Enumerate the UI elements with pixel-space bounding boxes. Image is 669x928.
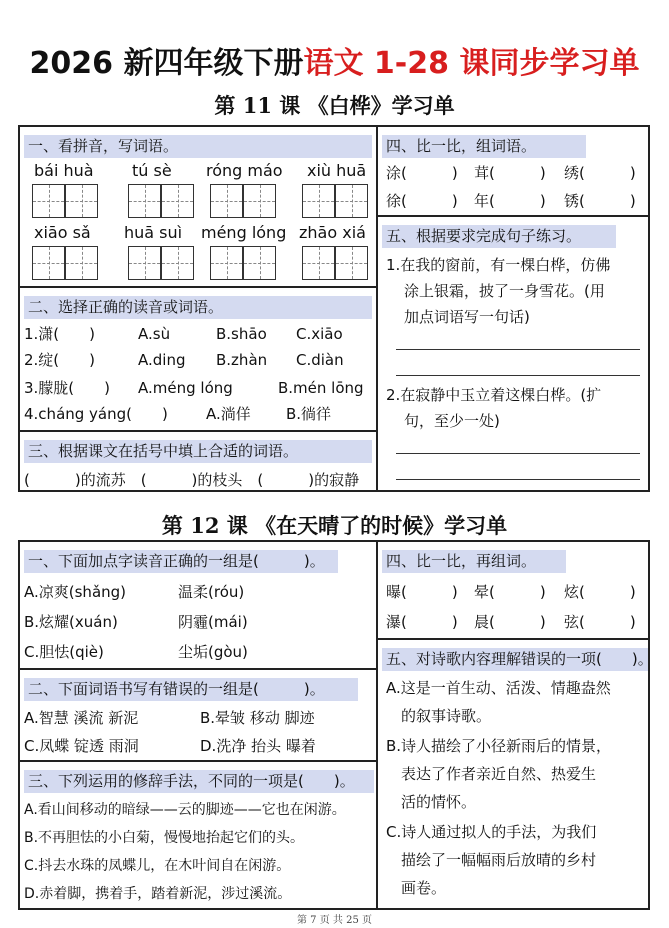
l11-section-5 [376, 215, 650, 492]
section-heading: 二、下面词语书写有错误的一组是( )。 [24, 678, 358, 701]
option: D.洗净 抬头 曝着 [200, 737, 316, 755]
option: B.炫耀(xuán) [24, 613, 118, 631]
option: 画卷。 [386, 879, 447, 897]
writing-box[interactable] [210, 184, 276, 218]
l11-section-4 [376, 125, 650, 217]
option: C.诗人通过拟人的手法，为我们 [386, 823, 597, 841]
question-text: 1.在我的窗前，有一棵白桦，仿佛 [386, 256, 611, 274]
section-heading: 四、比一比，再组词。 [382, 550, 566, 573]
question-text: 句，至少一处) [404, 412, 500, 430]
l11-section-3 [18, 430, 378, 492]
compare-item: 晨( ) [474, 613, 546, 631]
option: C.xiāo [296, 325, 343, 343]
section-heading: 一、看拼音，写词语。 [24, 135, 372, 158]
option: C.diàn [296, 351, 344, 369]
question-text: 2.在寂静中玉立着这棵白桦。(扩 [386, 386, 602, 404]
option: C.胆怯(qiè) [24, 643, 104, 661]
answer-line[interactable] [396, 453, 640, 454]
compare-item: 曝( ) [386, 583, 458, 601]
writing-box[interactable] [210, 246, 276, 280]
writing-box[interactable] [32, 246, 98, 280]
l12-section-5 [376, 638, 653, 910]
writing-box[interactable] [302, 184, 368, 218]
section-heading: 五、对诗歌内容理解错误的一项( )。 [382, 648, 648, 671]
l12-section-1 [18, 540, 378, 670]
option: 表达了作者亲近自然、热爱生 [386, 765, 597, 783]
answer-line[interactable] [396, 479, 640, 480]
l12-section-2 [18, 668, 378, 762]
pinyin: zhāo xiá [299, 223, 366, 242]
compare-item: 锈( ) [564, 192, 636, 210]
option: A.淌佯 [206, 405, 251, 423]
pinyin: méng lóng [201, 223, 287, 242]
option: B.诗人描绘了小径新雨后的情景， [386, 737, 612, 755]
section-heading: 三、根据课文在括号中填上合适的词语。 [24, 440, 372, 463]
fill-blank-line: ( )的流苏 ( )的枝头 ( )的寂静 [24, 471, 360, 489]
option: 尘垢(gòu) [178, 643, 248, 661]
section-heading: 五、根据要求完成句子练习。 [382, 225, 616, 248]
answer-line[interactable] [396, 375, 640, 376]
l12-section-3 [18, 760, 378, 910]
option: 描绘了一幅幅雨后放晴的乡村 [386, 851, 597, 869]
answer-line[interactable] [396, 349, 640, 350]
section-heading: 一、下面加点字读音正确的一组是( )。 [24, 550, 338, 573]
pinyin: huā suì [124, 223, 183, 242]
writing-box[interactable] [32, 184, 98, 218]
lesson-12-title: 第 12 课 《在天晴了的时候》学习单 [161, 513, 508, 538]
compare-item: 涂( ) [386, 164, 458, 182]
writing-box[interactable] [128, 184, 194, 218]
compare-item: 徐( ) [386, 192, 458, 210]
pinyin: xiāo sǎ [34, 223, 91, 242]
question-label: 2.绽( ) [24, 351, 96, 369]
option: 活的情怀。 [386, 793, 477, 811]
writing-box[interactable] [302, 246, 368, 280]
l11-section-2 [18, 286, 378, 432]
pinyin: bái huà [34, 161, 94, 180]
option: B.shāo [216, 325, 267, 343]
option: C.抖去水珠的凤蝶儿，在木叶间自在闲游。 [24, 858, 291, 874]
option: A.méng lóng [138, 379, 233, 397]
option: A.看山间移动的暗绿——云的脚迹——它也在闲游。 [24, 802, 346, 818]
question-text: 加点词语写一句话) [404, 308, 530, 326]
compare-item: 绣( ) [564, 164, 636, 182]
title-grade: 2026 新四年级下册 [29, 46, 304, 81]
option: A.凉爽(shǎng) [24, 583, 127, 601]
option: B.晕皱 移动 脚迹 [200, 709, 315, 727]
option: B.zhàn [216, 351, 268, 369]
page-number: 第 7 页 共 25 页 [297, 915, 372, 926]
option: C.凤蝶 锭透 雨洞 [24, 737, 139, 755]
option: 温柔(róu) [178, 583, 245, 601]
pinyin: tú sè [132, 161, 172, 180]
l11-section-1 [18, 125, 378, 288]
question-label: 3.朦胧( ) [24, 379, 111, 397]
compare-item: 茸( ) [474, 164, 546, 182]
option: A.智慧 溪流 新泥 [24, 709, 139, 727]
option: A.这是一首生动、活泼、情趣盎然 [386, 679, 611, 697]
section-heading: 二、选择正确的读音或词语。 [24, 296, 372, 319]
option: D.赤着脚，携着手，踏着新泥，涉过溪流。 [24, 886, 292, 902]
pinyin: róng máo [206, 161, 283, 180]
option: A.sù [138, 325, 171, 343]
compare-item: 瀑( ) [386, 613, 458, 631]
section-heading: 三、下列运用的修辞手法，不同的一项是( )。 [24, 770, 374, 793]
section-heading: 四、比一比，组词语。 [382, 135, 586, 158]
question-label: 4.cháng yáng( ) [24, 405, 168, 423]
option: B.mén lōng [278, 379, 364, 397]
compare-item: 晕( ) [474, 583, 546, 601]
option: B.徜徉 [286, 405, 332, 423]
page-title [0, 38, 669, 82]
writing-box[interactable] [128, 246, 194, 280]
compare-item: 炫( ) [564, 583, 636, 601]
question-text: 涂上银霜，披了一身雪花。(用 [404, 282, 605, 300]
l12-section-4 [376, 540, 650, 640]
lesson-11-title: 第 11 课 《白桦》学习单 [214, 93, 455, 118]
title-subject: 语文 1-28 课同步学习单 [303, 46, 640, 81]
compare-item: 弦( ) [564, 613, 636, 631]
question-label: 1.潇( ) [24, 325, 96, 343]
option: B.不再胆怯的小白菊，慢慢地抬起它们的头。 [24, 830, 305, 846]
option: 的叙事诗歌。 [386, 707, 492, 725]
option: 阴霾(mái) [178, 613, 248, 631]
pinyin: xiù huā [307, 161, 367, 180]
compare-item: 年( ) [474, 192, 546, 210]
option: A.ding [138, 351, 186, 369]
